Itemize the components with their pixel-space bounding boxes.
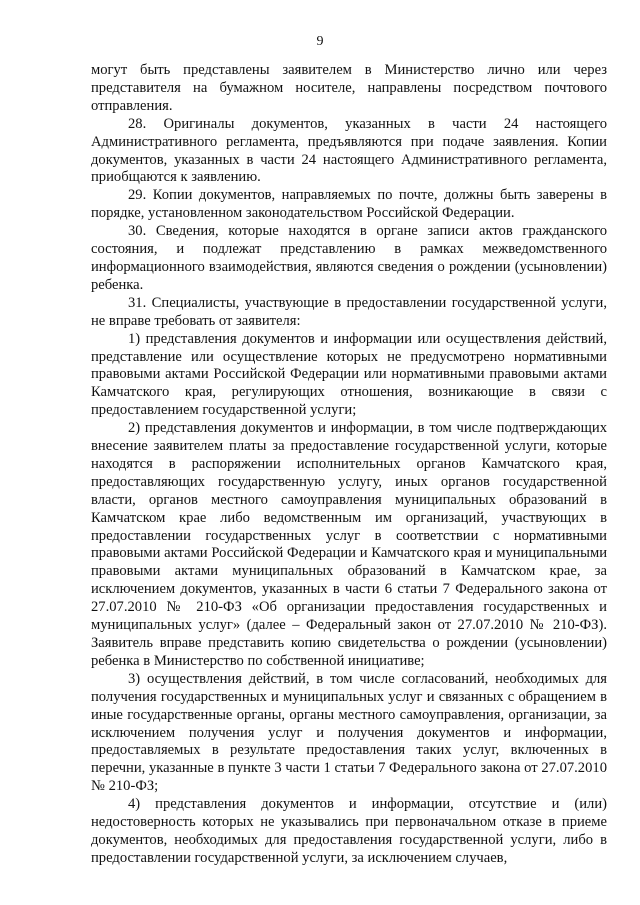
paragraph-p-31-1: 1) представления документов и информации или осуществления действий, представление или осуществление которых не предусмотрено нормативными правовыми актами Российской Федерации или нормативными правовыми актами Камчатского края, регулирующих отношения, возникающие в связи с предоставлением государственной услуги; — [91, 330, 607, 419]
paragraph-p-30: 30. Сведения, которые находятся в органе записи актов гражданского состояния, и подлежат представлению в рамках межведомственного информационного взаимодействия, являются сведения о рождении (усыновлении) ребенка. — [91, 223, 607, 293]
paragraph-p-31-2: 2) представления документов и информации, в том числе подтверждающих внесение заявителем платы за предоставление государственной услуги, которые находятся в распоряжении исполнительных органов Камчатского края, предоставляющих государственную услугу, иных органов государственной власти, органов местного самоуправления муниципальных образований в Камчатском крае либо ведомственным им организаций, участвующих в предоставлении государственных услуг в соответствии с нормативными правовыми актами Российской Федерации и Камчатского края и муниципальными правовыми актами муниципальных образований в Камчатском крае, за исключением документов, указанных в части 6 статьи 7 Федерального закона от 27.07.2010 № 210-ФЗ «Об организации предоставления государственных и муниципальных услуг» (далее – Федеральный закон от 27.07.2010 № 210-ФЗ). Заявитель вправе представить копию свидетельства о рождении (усыновлении) ребенка в Министерство по собственной инициативе; — [91, 420, 607, 669]
page-number: 9 — [316, 34, 324, 49]
paragraph-p-cont: могут быть представлены заявителем в Министерство лично или через представителя на бумажном носителе, направлены посредством почтового отправления. — [91, 62, 607, 114]
paragraph-p-31-3: 3) осуществления действий, в том числе согласований, необходимых для получения государственных и муниципальных услуг и связанных с обращением в иные государственные органы, органы местного самоуправления, организации, за исключением получения услуг и получения документов и информации, предоставляемых в результате предоставления таких услуг, включенных в перечни, указанные в пункте 3 части 1 статьи 7 Федерального закона от 27.07.2010 № 210-ФЗ; — [91, 670, 607, 795]
paragraph-p-31-4: 4) представления документов и информации, отсутствие и (или) недостоверность которых не указывались при первоначальном отказе в приеме документов, необходимых для предоставления государственной услуги, либо в предоставлении государственной услуги, за исключением случаев, — [91, 796, 607, 866]
paragraph-p-29: 29. Копии документов, направляемых по почте, должны быть заверены в порядке, установленном законодательством Российской Федерации. — [91, 187, 607, 222]
paragraph-p-28: 28. Оригиналы документов, указанных в части 24 настоящего Административного регламента, предъявляются при подаче заявления. Копии документов, указанных в части 24 настоящего Административного регламента, приобщаются к заявлению. — [91, 115, 607, 186]
document-body — [91, 62, 607, 868]
paragraph-p-31: 31. Специалисты, участвующие в предоставлении государственной услуги, не вправе требовать от заявителя: — [91, 294, 607, 329]
